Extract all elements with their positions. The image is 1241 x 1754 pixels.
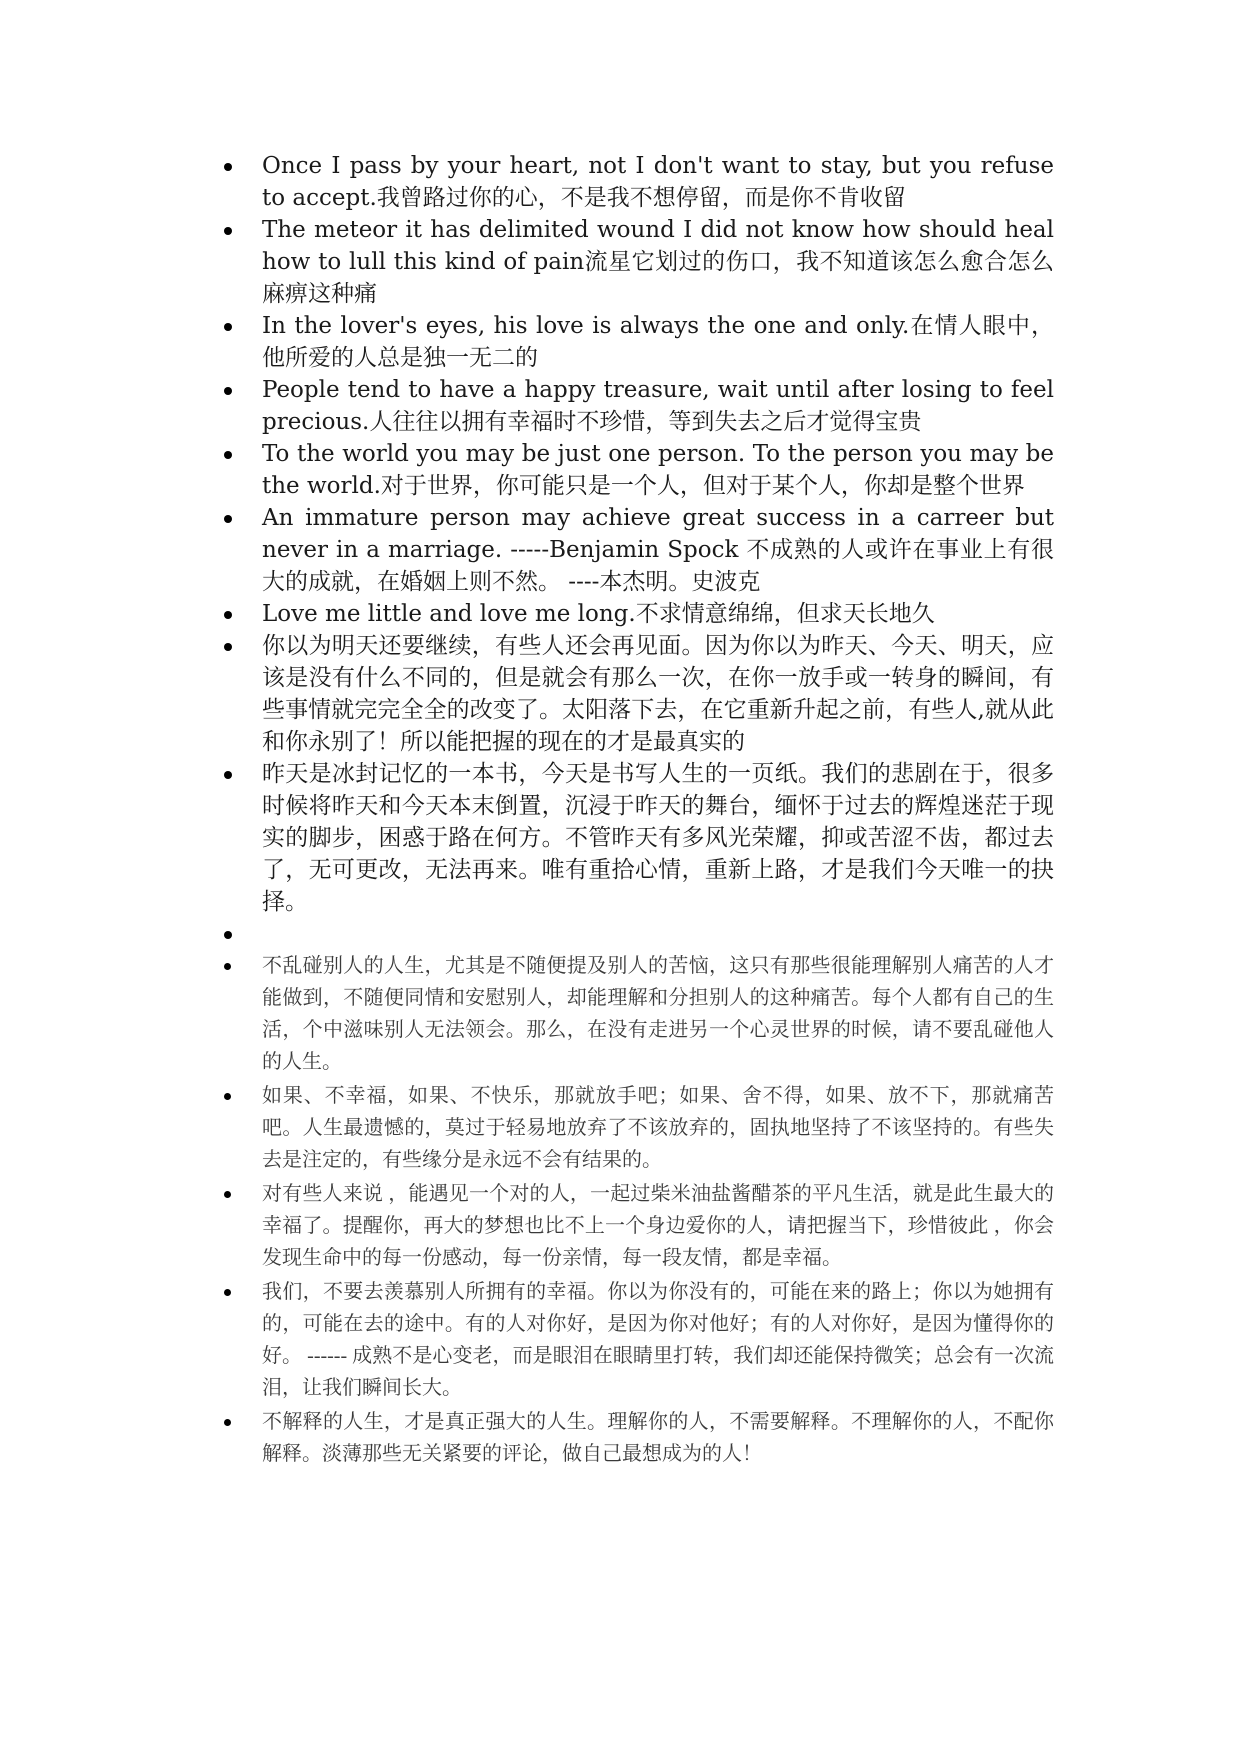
- list-item-text: The meteor it has delimited wound I did not know how should heal how to lull this kind of pain流星它划过的伤口，我不知道该怎么愈合怎么麻痹这种痛: [262, 217, 1054, 307]
- bullet-icon: [224, 1093, 231, 1100]
- bullet-icon: [224, 387, 232, 395]
- list-item-text: Love me little and love me long.不求情意绵绵，但求天长地久: [262, 601, 935, 627]
- list-item: [222, 1080, 1054, 1176]
- bullet-icon: [224, 963, 231, 970]
- empty-list-item: [222, 918, 1054, 950]
- list-item: [222, 598, 1054, 630]
- bullet-icon: [224, 643, 232, 651]
- list-item: [222, 1406, 1054, 1470]
- list-item: [222, 214, 1054, 310]
- bullet-icon: [224, 515, 232, 523]
- bullet-icon: [224, 1191, 231, 1198]
- list-item-text: In the lover's eyes, his love is always the one and only.在情人眼中，他所爱的人总是独一无二的: [262, 313, 1054, 371]
- list-item-text: Once I pass by your heart, not I don't want to stay, but you refuse to accept.我曾路过你的心，不是我不想停留，而是你不肯收留: [262, 153, 1054, 211]
- list-item-text: 不乱碰别人的人生，尤其是不随便提及别人的苦恼，这只有那些很能理解别人痛苦的人才能做到，不随便同情和安慰别人，却能理解和分担别人的这种痛苦。每个人都有自己的生活，个中滋味别人无法领会。那么，在没有走进另一个心灵世界的时候，请不要乱碰他人的人生。: [262, 955, 1054, 1073]
- bullet-icon: [224, 163, 232, 171]
- bullet-icon: [224, 451, 232, 459]
- list-item: [222, 374, 1054, 438]
- list-item: [222, 1178, 1054, 1274]
- list-item-text: 你以为明天还要继续，有些人还会再见面。因为你以为昨天、今天、明天，应该是没有什么不同的，但是就会有那么一次，在你一放手或一转身的瞬间，有些事情就完完全全的改变了。太阳落下去，在它重新升起之前，有些人,就从此和你永别了！所以能把握的现在的才是最真实的: [262, 633, 1054, 755]
- bullet-icon: [224, 771, 232, 779]
- quote-list: [222, 150, 1054, 1472]
- bullet-icon: [224, 611, 232, 619]
- list-item-text: 对有些人来说 ，能遇见一个对的人，一起过柴米油盐酱醋茶的平凡生活，就是此生最大的幸福了。提醒你，再大的梦想也比不上一个身边爱你的人，请把握当下，珍惜彼此 ，你会发现生命中的每一份感动，每一份亲情，每一段友情，都是幸福。: [262, 1183, 1054, 1269]
- bullet-icon: [224, 931, 232, 939]
- list-item: [222, 502, 1054, 598]
- list-item: [222, 630, 1054, 758]
- list-item-text: 我们，不要去羡慕别人所拥有的幸福。你以为你没有的，可能在来的路上；你以为她拥有的，可能在去的途中。有的人对你好，是因为你对他好；有的人对你好，是因为懂得你的好。 ------ 成熟不是心变老，而是眼泪在眼睛里打转，我们却还能保持微笑；总会有一次流泪，让我们瞬间长大。: [262, 1281, 1054, 1399]
- list-item-text: To the world you may be just one person. To the person you may be the world.对于世界，你可能只是一个人，但对于某个人，你却是整个世界: [262, 441, 1054, 499]
- bullet-icon: [224, 323, 232, 331]
- list-item: [222, 950, 1054, 1078]
- list-item: [222, 758, 1054, 918]
- bullet-icon: [224, 1289, 231, 1296]
- list-item-text: 如果、不幸福，如果、不快乐，那就放手吧；如果、舍不得，如果、放不下，那就痛苦吧。人生最遗憾的，莫过于轻易地放弃了不该放弃的，固执地坚持了不该坚持的。有些失去是注定的，有些缘分是永远不会有结果的。: [262, 1085, 1054, 1171]
- bullet-icon: [224, 227, 232, 235]
- list-item-text: 昨天是冰封记忆的一本书，今天是书写人生的一页纸。我们的悲剧在于，很多时候将昨天和今天本末倒置，沉浸于昨天的舞台，缅怀于过去的辉煌迷茫于现实的脚步，困惑于路在何方。不管昨天有多风光荣耀，抑或苦涩不齿，都过去了，无可更改，无法再来。唯有重拾心情，重新上路，才是我们今天唯一的抉择。: [262, 761, 1054, 915]
- list-item-text: 不解释的人生，才是真正强大的人生。理解你的人，不需要解释。不理解你的人，不配你解释。淡薄那些无关紧要的评论，做自己最想成为的人！: [262, 1411, 1054, 1465]
- list-item: [222, 1276, 1054, 1404]
- list-item: [222, 438, 1054, 502]
- list-item: [222, 310, 1054, 374]
- list-item-text: An immature person may achieve great success in a carreer but never in a marriage. -----Benjamin Spock 不成熟的人或许在事业上有很大的成就，在婚姻上则不然。 ----本杰明。史波克: [262, 505, 1054, 595]
- list-item-text: People tend to have a happy treasure, wait until after losing to feel precious.人往往以拥有幸福时不珍惜，等到失去之后才觉得宝贵: [262, 377, 1054, 435]
- list-item: [222, 150, 1054, 214]
- bullet-icon: [224, 1419, 231, 1426]
